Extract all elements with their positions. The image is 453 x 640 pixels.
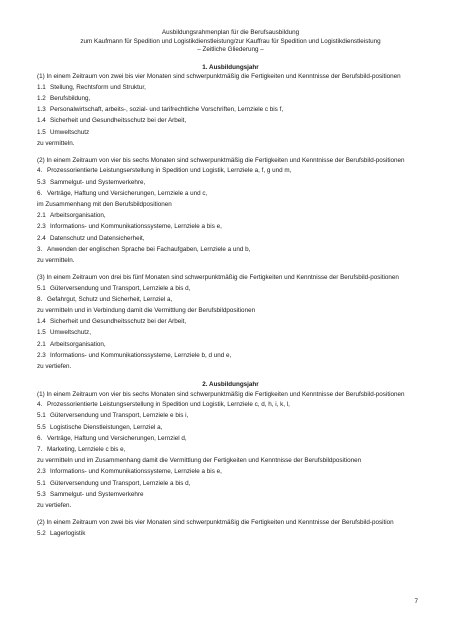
list-item [37, 115, 424, 126]
item-text: Güterversendung und Transport, Lernziele e bis i, [50, 412, 189, 420]
section-title: 2. Ausbildungsjahr [202, 381, 259, 389]
item-text: Verträge, Haftung und Versicherungen, Lernziel d, [47, 434, 187, 442]
item-number: 1.5 [37, 329, 46, 337]
paragraph-block [37, 73, 424, 149]
list-item [37, 455, 424, 466]
item-text: Umweltschutz, [50, 329, 91, 337]
item-text: zu vermitteln. [37, 139, 75, 147]
list-item [37, 294, 424, 305]
item-text: Sammelgut- und Systemverkehre [50, 490, 144, 498]
item-text: Umweltschutz [50, 128, 90, 136]
item-number: 1.4 [37, 117, 46, 125]
item-number: 4. [37, 167, 43, 175]
item-text: Informations- und Kommunikationssysteme, Lernziele b, d und e, [50, 351, 232, 359]
paragraph-intro: (1) In einem Zeitraum von vier bis sechs Monaten sind schwerpunktmäßig die Fertigkeiten und Kenntnisse der Berufsbild-positionen [37, 390, 405, 398]
item-number: 5.5 [37, 423, 46, 431]
list-item [37, 528, 424, 539]
item-number: 2.3 [37, 351, 46, 359]
list-item [37, 233, 424, 244]
list-item [37, 433, 424, 444]
list-item [37, 82, 424, 93]
item-number: 1.3 [37, 106, 46, 114]
item-text: Arbeitsorganisation, [50, 212, 106, 220]
section-title: 1. Ausbildungsjahr [202, 63, 259, 71]
item-text: Sammelgut- und Systemverkehre, [50, 178, 146, 186]
item-number: 4. [37, 401, 43, 409]
item-text: Logistische Dienstleistungen, Lernziel a, [50, 423, 163, 431]
list-item [37, 188, 424, 199]
sections-container [37, 64, 424, 539]
item-text: Sicherheit und Gesundheitsschutz bei der Arbeit, [50, 117, 187, 125]
list-item [37, 210, 424, 221]
item-text: Personalwirtschaft, arbeits-, sozial- und tarifrechtliche Vorschriften, Lernziele c bis f, [50, 106, 284, 114]
item-number: 5.1 [37, 479, 46, 487]
list-item [37, 327, 424, 338]
item-number: 6. [37, 434, 43, 442]
paragraph-block [37, 274, 424, 372]
item-number: 5.2 [37, 529, 46, 537]
list-item [37, 244, 424, 255]
item-number: 3. [37, 245, 43, 253]
paragraph-block [37, 157, 424, 266]
item-text: Lagerlogistik [50, 529, 86, 537]
item-number: 2.3 [37, 223, 46, 231]
paragraph-intro: (2) In einem Zeitraum von zwei bis vier Monaten sind schwerpunktmäßig die Fertigkeiten und Kenntnisse der Berufsbild-position [37, 519, 394, 527]
item-text: Arbeitsorganisation, [50, 340, 106, 348]
item-number: 2.3 [37, 468, 46, 476]
item-text: Gefahrgut, Schutz und Sicherheit, Lernziel a, [47, 295, 173, 303]
item-text: Anwenden der englischen Sprache bei Fachaufgaben, Lernziele a und b, [47, 245, 251, 253]
item-number: 7. [37, 446, 43, 454]
paragraph-block [37, 391, 424, 511]
list-item [37, 127, 424, 138]
page-number: 7 [414, 598, 418, 605]
item-text: Güterversendung und Transport, Lernziele a bis d, [50, 284, 191, 292]
item-text: zu vermitteln. [37, 257, 75, 265]
list-item [37, 104, 424, 115]
item-text: im Zusammenhang mit den Berufsbildpositionen [37, 201, 172, 209]
item-text: Prozessorientierte Leistungserstellung in Spedition und Logistik, Lernziele a, f, g und m, [47, 167, 292, 175]
paragraph-block [37, 519, 424, 539]
item-text: Verträge, Haftung und Versicherungen, Lernziele a und c, [47, 189, 208, 197]
document-header [37, 29, 424, 55]
item-text: zu vermitteln und im Zusammenhang damit die Vermittlung der Fertigkeiten und Kenntnisse der Berufsbildpositionen [37, 457, 362, 465]
list-item [37, 221, 424, 232]
list-item [37, 444, 424, 455]
item-text: Stellung, Rechtsform und Struktur, [50, 83, 146, 91]
item-number: 5.3 [37, 490, 46, 498]
item-number: 8. [37, 295, 43, 303]
list-item [37, 199, 424, 210]
item-text: Informations- und Kommunikationssysteme, Lernziele a bis e, [50, 468, 222, 476]
item-text: Informations- und Kommunikationssysteme, Lernziele a bis e, [50, 223, 222, 231]
list-item [37, 305, 424, 316]
list-item [37, 138, 424, 149]
item-text: Prozessorientierte Leistungserstellung in Spedition und Logistik, Lernziele c, d, h, i, k, l, [47, 401, 290, 409]
item-text: zu vertiefen. [37, 502, 72, 510]
item-number: 5.3 [37, 178, 46, 186]
list-item [37, 177, 424, 188]
item-number: 2.1 [37, 340, 46, 348]
paragraph-intro: (1) In einem Zeitraum von zwei bis vier Monaten sind schwerpunktmäßig die Fertigkeiten und Kenntnisse der Berufsbild-positionen [37, 73, 401, 81]
list-item [37, 410, 424, 421]
item-text: Berufsbildung, [50, 94, 91, 102]
item-text: Datenschutz und Datensicherheit, [50, 234, 145, 242]
list-item [37, 165, 424, 176]
item-text: Sicherheit und Gesundheitsschutz bei der Arbeit, [50, 318, 187, 326]
list-item [37, 489, 424, 500]
list-item [37, 478, 424, 489]
item-number: 1.2 [37, 94, 46, 102]
list-item [37, 255, 424, 266]
document-page [37, 29, 424, 539]
item-number: 2.4 [37, 234, 46, 242]
header-note: – Zeitliche Gliederung – [197, 46, 264, 54]
list-item [37, 316, 424, 327]
item-text: Güterversendung und Transport, Lernziele a bis d, [50, 479, 191, 487]
list-item [37, 283, 424, 294]
item-number: 1.5 [37, 128, 46, 136]
item-text: Marketing, Lernziele c bis e, [47, 446, 126, 454]
item-number: 5.1 [37, 284, 46, 292]
header-subtitle: zum Kaufmann für Spedition und Logistikdienstleistung/zur Kauffrau für Spedition und Logistikdienstleistung [80, 37, 381, 45]
list-item [37, 422, 424, 433]
item-number: 2.1 [37, 212, 46, 220]
paragraph-intro: (3) In einem Zeitraum von drei bis fünf Monaten sind schwerpunktmäßig die Fertigkeiten und Kenntnisse der Berufsbild-positionen [37, 274, 399, 282]
item-number: 5.1 [37, 412, 46, 420]
list-item [37, 500, 424, 511]
header-title: Ausbildungsrahmenplan für die Berufsausbildung [161, 29, 300, 36]
item-text: zu vermitteln und in Verbindung damit die Vermittlung der Berufsbildpositionen [37, 307, 256, 315]
list-item [37, 399, 424, 410]
list-item [37, 93, 424, 104]
item-text: zu vertiefen. [37, 363, 72, 371]
item-number: 1.1 [37, 83, 46, 91]
list-item [37, 350, 424, 361]
list-item [37, 466, 424, 477]
list-item [37, 361, 424, 372]
paragraph-intro: (2) In einem Zeitraum von vier bis sechs Monaten sind schwerpunktmäßig die Fertigkeiten und Kenntnisse der Berufsbild-positionen [37, 157, 405, 164]
list-item [37, 339, 424, 350]
item-number: 6. [37, 189, 43, 197]
item-number: 1.4 [37, 318, 46, 326]
